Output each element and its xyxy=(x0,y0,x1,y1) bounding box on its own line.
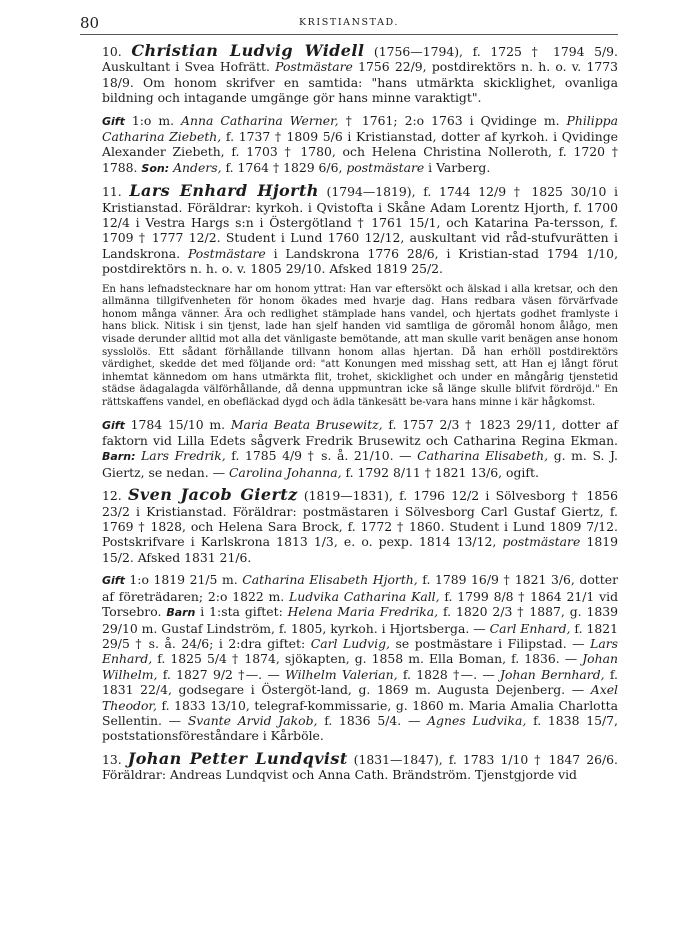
italic-text: Agnes Ludvika, xyxy=(427,712,527,728)
italic-text: Maria Beata Brusewitz, xyxy=(230,416,383,432)
italic-text: Carl Enhard, xyxy=(489,620,571,636)
italic-text: postmästare xyxy=(346,159,425,175)
text-run: f. 1785 4/9 † s. å. 21/10. — xyxy=(225,448,418,464)
entry-paragraph xyxy=(80,417,618,481)
page-header xyxy=(80,14,618,35)
text-run: f. 1827 9/2 †—. — xyxy=(157,666,286,682)
section-lead: Barn xyxy=(166,606,196,620)
text-run: (1794—1819), f. 1744 12/9 † 1825 30/10 i Kristianstad. Föräldrar: kyrkoh. i Qvistofta i Skåne Adam Lorentz Hjorth, f. 1700 12/4 i Vestra Hargs s:n i Östergötland † 1761 15/1, och Katarina Pa-tersson, f. 1709 † 1777 12/2. Student i Lund 1760 12/12, auskultant vid råd-stufvurätten i Landskrona. xyxy=(102,184,618,261)
biography-entry xyxy=(80,43,618,176)
text-run: (1756—1794), f. 1725 † 1794 5/9. Auskultant i Svea Hofrätt. xyxy=(102,44,618,75)
italic-text: postmästare xyxy=(502,534,581,550)
section-lead: Gift xyxy=(102,114,125,128)
entry-paragraph xyxy=(80,748,618,783)
running-title: KRISTIANSTAD. xyxy=(298,17,400,28)
italic-text: Johan Wilhelm, xyxy=(102,651,618,682)
entry-paragraph xyxy=(80,43,618,106)
italic-text: Postmästare xyxy=(275,59,353,75)
section-lead: Gift xyxy=(102,574,125,588)
text-run: i Varberg. xyxy=(424,159,491,175)
page-number: 80 xyxy=(80,14,100,32)
italic-text: Catharina Elisabeth Hjorth, xyxy=(242,572,418,588)
text-run: f. 1764 † 1829 6/6, xyxy=(221,159,347,175)
entry-paragraph xyxy=(80,183,618,276)
text-run: i 1:sta giftet: xyxy=(195,604,288,620)
italic-text: Lars Fredrik, xyxy=(141,448,226,464)
italic-text: Ludvika Catharina Kall, xyxy=(289,588,440,604)
person-name: Johan Petter Lundqvist xyxy=(127,748,348,768)
italic-text: Johan Bernhard, xyxy=(500,666,605,682)
text-run: 1819 15/2. Afsked 1831 21/6. xyxy=(102,534,618,565)
biography-entry xyxy=(80,183,618,480)
text-run: f. 1825 5/4 † 1874, sjökapten, g. 1858 m. Ella Boman, f. 1836. — xyxy=(152,651,583,667)
italic-text: Wilhelm Valerian, xyxy=(285,666,398,682)
text-run: f. 1838 15/7, poststationsföreståndare i Kårböle. xyxy=(102,712,618,744)
text-run: i Landskrona 1776 28/6, i Kristian-stad 1794 1/10, postdirektörs n. h. o. v. 1805 29/10. Afsked 1819 25/2. xyxy=(102,245,619,277)
text-run: f. 1757 2/3 † 1823 29/11, dotter af faktorn vid Lilla Edets sågverk Fredrik Brusewitz och Catharina Regina Ekman. xyxy=(102,416,618,449)
text-run: (1819—1831), f. 1796 12/2 i Sölvesborg † 1856 23/2 i Kristianstad. Föräldrar: postmästaren i Sölvesborg Carl Gustaf Giertz, f. 1769 † 1828, och Helena Sara Brock, f. 1772 † 1860. Student i Lund 1809 7/12. Postskrifvare i Karlskrona 1813 1/3, e. o. pexp. 1814 13/12, xyxy=(102,488,618,550)
italic-text: Carolina Johanna, xyxy=(228,464,342,480)
person-name: Sven Jacob Giertz xyxy=(127,485,298,505)
text-run: 12. xyxy=(102,488,128,504)
text-run: 1:o 1819 21/5 m. xyxy=(124,572,243,588)
italic-text: Axel Theodor, xyxy=(102,682,618,713)
text-run: 1:o m. xyxy=(124,112,182,128)
entry-paragraph xyxy=(80,284,618,410)
section-lead: Barn: xyxy=(102,450,136,464)
text-run: g. m. S. J. Giertz, se nedan. — xyxy=(102,448,618,480)
text-run: 13. xyxy=(102,751,128,767)
text-run: f. 1820 2/3 † 1887, g. 1839 29/10 m. Gustaf Lindström, f. 1805, kyrkoh. i Hjortsberga. — xyxy=(102,604,618,636)
person-name: Lars Enhard Hjorth xyxy=(129,181,319,201)
text-run: 11. xyxy=(102,184,130,200)
italic-text: Postmästare xyxy=(187,245,266,261)
text-run: f. 1792 8/11 † 1821 13/6, ogift. xyxy=(341,464,539,480)
text-run: f. 1836 5/4. — xyxy=(317,712,428,728)
text-run: f. 1737 † 1809 5/6 i Kristianstad, dotter af kyrkoh. i Qvidinge Alexander Ziebeth, f. 1703 † 1780, och Helena Christina Nolleroth, f. 1720 † 1788. xyxy=(102,129,618,175)
text-run: † 1761; 2:o 1763 i Qvidinge m. xyxy=(338,112,567,128)
text-run: f. 1828 †—. — xyxy=(397,666,501,682)
italic-text: Anna Catharina Werner, xyxy=(181,112,339,128)
italic-text: Anders, xyxy=(173,159,222,175)
italic-text: Lars Enhard, xyxy=(102,635,618,667)
entry-paragraph xyxy=(80,572,618,743)
italic-text: Catharina Elisabeth, xyxy=(417,448,549,464)
section-lead: Gift xyxy=(102,418,125,432)
entry-paragraph xyxy=(80,487,618,565)
section-lead: Son: xyxy=(141,161,170,175)
text-run: 1756 22/9, postdirektörs n. h. o. v. 1773 18/9. Om honom skrifver en samtida: "hans utmärkta skicklighet, ovanliga bildning och intagande umgänge gör hans minne varaktigt". xyxy=(102,59,618,106)
biography-entry xyxy=(80,748,618,783)
entry-paragraph xyxy=(80,113,618,177)
text-run: f. 1831 22/4, godsegare i Östergöt-land, g. 1869 m. Augusta Dejenberg. — xyxy=(102,666,618,698)
italic-text: Philippa Catharina Ziebeth, xyxy=(102,112,618,145)
text-run: f. 1833 13/10, telegraf-kommissarie, g. 1860 m. Maria Amalia Charlotta Sellentin. — xyxy=(102,697,618,728)
page-body xyxy=(80,43,618,783)
italic-text: Helena Maria Fredrika, xyxy=(287,604,439,620)
italic-text: Carl Ludvig, xyxy=(310,635,390,651)
text-run: f. 1821 29/5 † s. å. 24/6; i 2:dra giftet: xyxy=(102,620,618,651)
text-run: En hans lefnadstecknare har om honom yttrat: Han var eftersökt och älskad i alla kretsar, och den allmänna tillgifvenheten för honom ökades med hvarje dag. Hans redbara väsen förvärfvade honom många vänner. Ära och redlighet stämplade hans vandel, och hjertats godhet framlyste i hans blick. Nitisk i sin tjenst, lade han sjelf handen vid samtliga de göromål honom ålågo, men visade derunder alltid mot alla det vänligaste bemötande, att man skulle varit benägen anse honom sysslolös. Ett sådant förhållande tillvann honom allas hjertan. Då han erhöll postdirektörs värdighet, skedde det med följande ord: "att Konungen med misshag sett, att Han ej långt förut inhemtat kännedom om hans utmärkta flit, trohet, skicklighet och under en mångårig tjenstetid städse ädagalagda välförhållande, då denna uppmuntran icke så länge skulle blifvit fördröjd." En rättskaffens vandel, en obefläckad dygd och ädla tänkesätt be-vara hans minne i kär hågkomst. xyxy=(102,283,618,409)
biography-entry xyxy=(80,487,618,744)
text-run: se postmästare i Filipstad. — xyxy=(389,635,591,651)
text-run: (1831—1847), f. 1783 1/10 † 1847 26/6. Föräldrar: Andreas Lundqvist och Anna Cath. Brändström. Tjenstgjorde vid xyxy=(102,751,618,783)
italic-text: Svante Arvid Jakob, xyxy=(187,712,318,728)
text-run: 1784 15/10 m. xyxy=(124,416,231,432)
person-name: Christian Ludvig Widell xyxy=(131,41,365,60)
text-run: f. 1789 16/9 † 1821 3/6, dotter af företrädaren; 2:o 1822 m. xyxy=(102,572,618,604)
text-run: 10. xyxy=(102,44,132,59)
text-run: f. 1799 8/8 † 1864 21/1 vid Torsebro. xyxy=(102,588,618,620)
